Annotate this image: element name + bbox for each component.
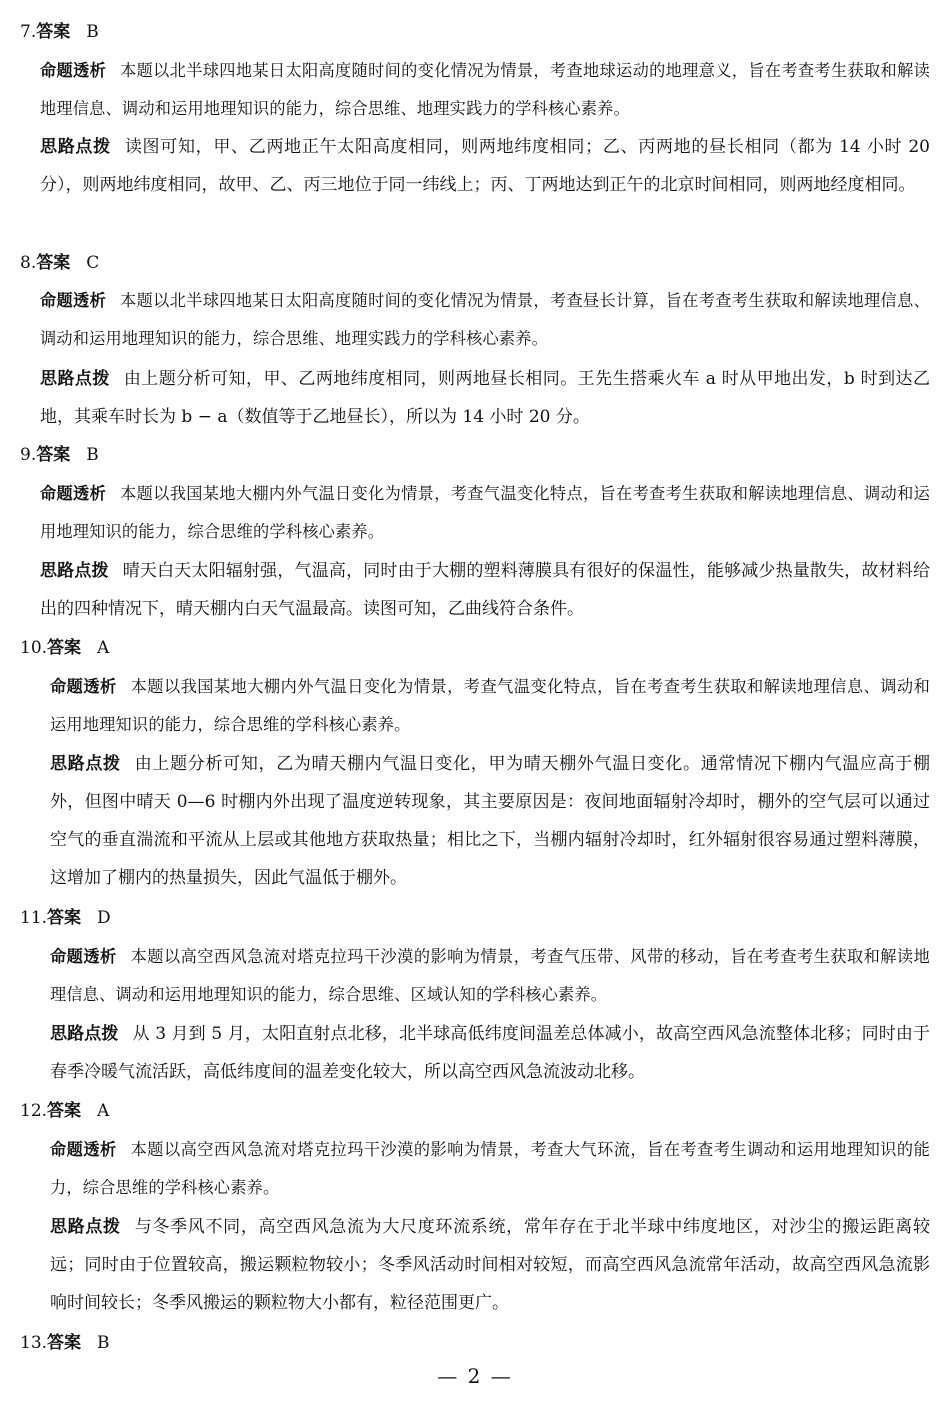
hint-label: 思路点拨 [50,754,121,774]
question-number: 7. [20,22,37,42]
answer-line-12 [20,1101,109,1121]
hint-text: 从 3 月到 5 月，太阳直射点北移，北半球高低纬度间温差总体减小，故高空西风急流整体北移；同时由于春季冷暖气流活跃，高低纬度间的温差变化较大，所以高空西风急流波动北移。 [50,1024,930,1082]
hint-label: 思路点拨 [40,369,110,389]
answer-label: 答案 [36,253,71,273]
answer-value: D [97,908,111,928]
hint-text: 由上题分析可知，乙为晴天棚内气温日变化，甲为晴天棚外气温日变化。通常情况下棚内气温应高于棚外，但图中晴天 0—6 时棚内外出现了温度逆转现象，其主要原因是：夜间地面辐射冷却时，棚外的空气层可以通过空气的垂直湍流和平流从上层或其他地方获取热量；相比之下，当棚内辐射冷却时，红外辐射很容易通过塑料薄膜，这增加了棚内的热量损失，因此气温低于棚外。 [50,754,930,888]
hint-paragraph-8 [40,360,930,436]
answer-value: C [86,253,100,273]
answer-value: B [86,22,99,42]
analysis-text: 本题以北半球四地某日太阳高度随时间的变化情况为情景，考查地球运动的地理意义，旨在考查考生获取和解读地理信息、调动和运用地理知识的能力，综合思维、地理实践力的学科核心素养。 [40,61,930,118]
analysis-label: 命题透析 [40,291,107,310]
analysis-label: 命题透析 [50,947,117,966]
answer-line-13 [20,1333,110,1353]
answer-label: 答案 [47,908,82,928]
analysis-paragraph-10 [50,668,930,744]
answer-value: B [86,445,99,465]
hint-text: 与冬季风不同，高空西风急流为大尺度环流系统，常年存在于北半球中纬度地区，对沙尘的搬运距离较远；同时由于位置较高，搬运颗粒物较小；冬季风活动时间相对较短，而高空西风急流常年活动，故高空西风急流影响时间较长；冬季风搬运的颗粒物大小都有，粒径范围更广。 [50,1217,930,1313]
analysis-paragraph-11 [50,938,930,1014]
question-number: 12. [20,1101,48,1121]
analysis-text: 本题以北半球四地某日太阳高度随时间的变化情况为情景，考查昼长计算，旨在考查考生获取和解读地理信息、调动和运用地理知识的能力，综合思维、地理实践力的学科核心素养。 [40,291,930,348]
answer-line-11 [20,908,111,928]
analysis-text: 本题以高空西风急流对塔克拉玛干沙漠的影响为情景，考查气压带、风带的移动，旨在考查考生获取和解读地理信息、调动和运用地理知识的能力，综合思维、区域认知的学科核心素养。 [50,947,930,1004]
answer-line-9 [20,445,99,465]
question-number: 13. [20,1333,48,1353]
analysis-paragraph-7 [40,52,930,128]
page-number: — 2 — [437,1364,513,1388]
answer-value: B [97,1333,110,1353]
answer-line-7 [20,22,99,42]
answer-value: A [97,1101,110,1121]
hint-label: 思路点拨 [50,1024,119,1044]
analysis-paragraph-9 [40,475,930,551]
answer-label: 答案 [47,1101,82,1121]
hint-paragraph-10 [50,745,930,897]
hint-paragraph-12 [50,1208,930,1322]
question-number: 11. [20,908,48,928]
answer-line-8 [20,253,99,273]
analysis-paragraph-8 [40,282,930,358]
hint-text: 读图可知，甲、乙两地正午太阳高度相同，则两地纬度相同；乙、丙两地的昼长相同（都为 14 小时 20 分），则两地纬度相同，故甲、乙、丙三地位于同一纬线上；丙、丁两地达到正午的北京时间相同，则两地经度相同。 [40,137,930,195]
answer-line-10 [20,638,109,658]
analysis-label: 命题透析 [50,1140,117,1159]
hint-label: 思路点拨 [40,561,109,581]
hint-text: 由上题分析可知，甲、乙两地纬度相同，则两地昼长相同。王先生搭乘火车 a 时从甲地出发，b 时到达乙地，其乘车时长为 b − a（数值等于乙地昼长），所以为 14 小时 20 分。 [40,369,930,427]
hint-text: 晴天白天太阳辐射强，气温高，同时由于大棚的塑料薄膜具有很好的保温性，能够减少热量散失，故材料给出的四种情况下，晴天棚内白天气温最高。读图可知，乙曲线符合条件。 [40,561,931,619]
answer-label: 答案 [47,638,82,658]
analysis-label: 命题透析 [40,484,107,503]
question-number: 8. [20,253,37,273]
question-number: 10. [20,638,48,658]
analysis-text: 本题以高空西风急流对塔克拉玛干沙漠的影响为情景，考查大气环流，旨在考查考生调动和运用地理知识的能力，综合思维的学科核心素养。 [50,1140,930,1197]
hint-paragraph-7 [40,128,930,204]
answer-value: A [97,638,110,658]
answer-label: 答案 [47,1333,82,1353]
hint-label: 思路点拨 [50,1217,121,1237]
analysis-label: 命题透析 [40,61,107,80]
answer-label: 答案 [36,22,71,42]
hint-paragraph-9 [40,552,930,628]
answer-label: 答案 [36,445,71,465]
question-number: 9. [20,445,37,465]
hint-label: 思路点拨 [40,137,111,157]
analysis-paragraph-12 [50,1131,930,1207]
analysis-text: 本题以我国某地大棚内外气温日变化为情景，考查气温变化特点，旨在考查考生获取和解读地理信息、调动和运用地理知识的能力，综合思维的学科核心素养。 [40,484,930,541]
analysis-label: 命题透析 [50,677,117,696]
hint-paragraph-11 [50,1015,930,1091]
analysis-text: 本题以我国某地大棚内外气温日变化为情景，考查气温变化特点，旨在考查考生获取和解读地理信息、调动和运用地理知识的能力，综合思维的学科核心素养。 [50,677,930,734]
